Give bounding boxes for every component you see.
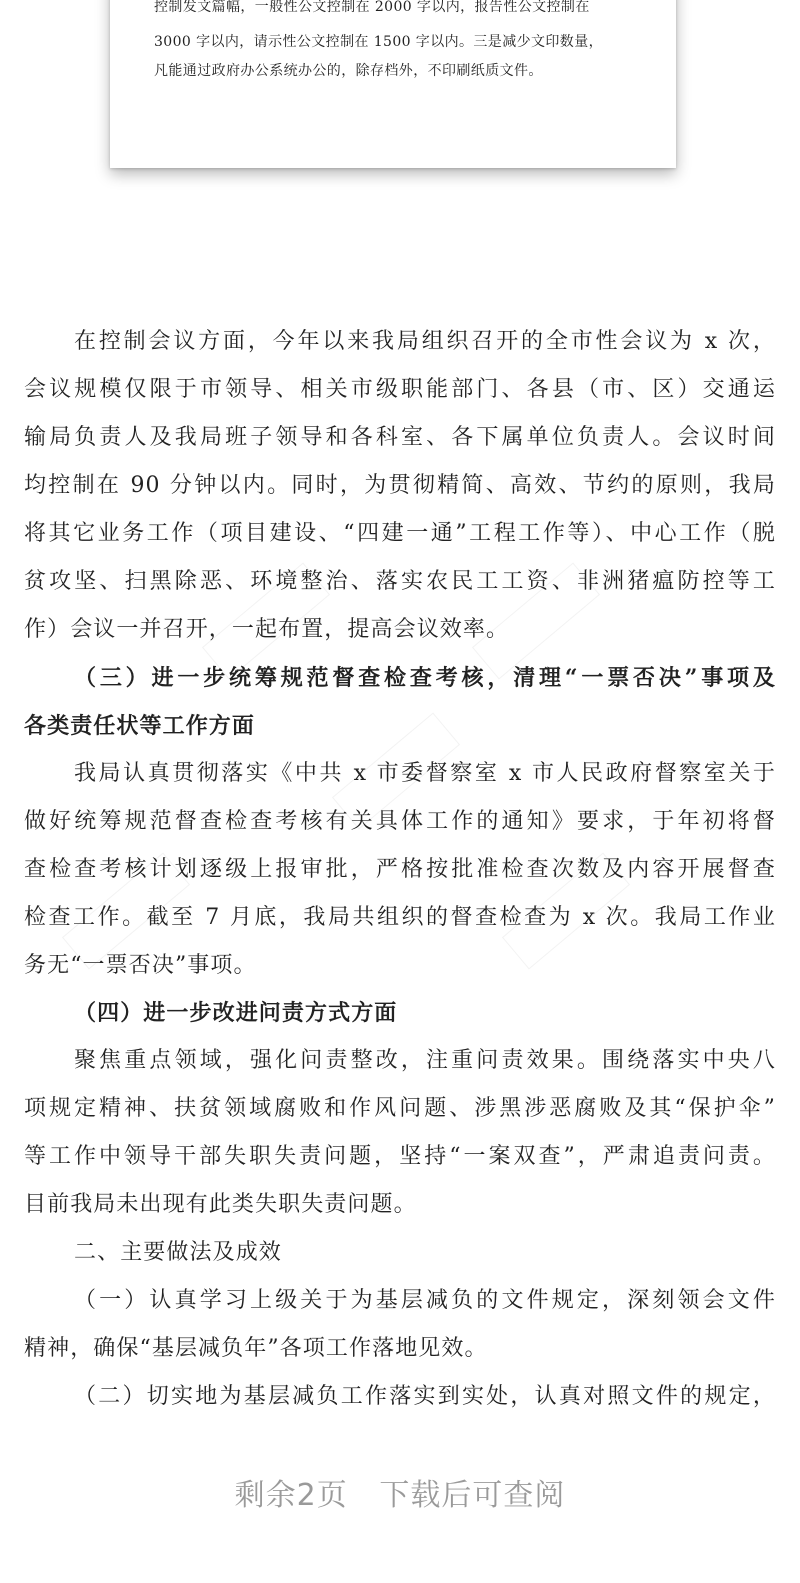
body-line: 贫攻坚、扫黑除恶、环境整治、落实农民工工资、非洲猪瘟防控等工 <box>24 569 776 594</box>
card-line-2: 3000 字以内，请示性公文控制在 1500 字以内。三是减少文印数量， <box>154 34 604 50</box>
body-line: 均控制在 90 分钟以内。同时，为贯彻精简、高效、节约的原则，我局 <box>24 473 776 498</box>
body-line: 我局认真贯彻落实《中共 x 市委督察室 x 市人民政府督察室关于 <box>74 761 776 786</box>
body-line: 输局负责人及我局班子领导和各科室、各下属单位负责人。会议时间 <box>24 425 776 450</box>
remaining-pages: 剩余2页 <box>234 1478 348 1513</box>
body-line: 项规定精神、扶贫领域腐败和作风问题、涉黑涉恶腐败及其“保护伞” <box>24 1096 776 1121</box>
download-to-view: 下载后可查阅 <box>379 1478 566 1513</box>
download-prompt[interactable] <box>0 1470 800 1514</box>
body-line: 务无“一票否决”事项。 <box>24 953 257 978</box>
body-line: 做好统筹规范督查检查考核有关具体工作的通知》要求，于年初将督 <box>24 809 776 834</box>
body-line: 将其它业务工作（项目建设、“四建一通”工程工作等）、中心工作（脱 <box>24 521 776 546</box>
body-line: 聚焦重点领域，强化问责整改，注重问责效果。围绕落实中央八 <box>74 1048 776 1073</box>
section-heading-3: （三）进一步统筹规范督查检查考核，清理“一票否决”事项及 <box>74 665 776 691</box>
body-line: 在控制会议方面，今年以来我局组织召开的全市性会议为 x 次， <box>74 329 776 354</box>
body-line: 目前我局未出现有此类失职失责问题。 <box>24 1192 417 1217</box>
section-heading-3-cont: 各类责任状等工作方面 <box>24 713 256 739</box>
embedded-page-card <box>110 0 676 168</box>
card-line-3: 凡能通过政府办公系统办公的，除存档外，不印刷纸质文件。 <box>154 63 543 79</box>
card-line-1: 控制发文篇幅，一般性公文控制在 2000 字以内，报告性公文控制在 <box>154 0 590 15</box>
body-line: （一）认真学习上级关于为基层减负的文件规定，深刻领会文件 <box>74 1288 776 1313</box>
body-line: 等工作中领导干部失职失责问题，坚持“一案双查”，严肃追责问责。 <box>24 1144 776 1169</box>
body-line: （二）切实地为基层减负工作落实到实处，认真对照文件的规定， <box>74 1384 776 1409</box>
body-line: 会议规模仅限于市领导、相关市级职能部门、各县（市、区）交通运 <box>24 377 776 402</box>
section-heading-4: （四）进一步改进问责方式方面 <box>74 1000 398 1026</box>
body-line: 查检查考核计划逐级上报审批，严格按批准检查次数及内容开展督查 <box>24 857 776 882</box>
body-line: 精神，确保“基层减负年”各项工作落地见效。 <box>24 1336 488 1361</box>
body-line: 作）会议一并召开，一起布置，提高会议效率。 <box>24 617 510 642</box>
body-line: 检查工作。截至 7 月底，我局共组织的督查检查为 x 次。我局工作业 <box>24 905 776 930</box>
section-heading-2: 二、主要做法及成效 <box>74 1240 282 1265</box>
